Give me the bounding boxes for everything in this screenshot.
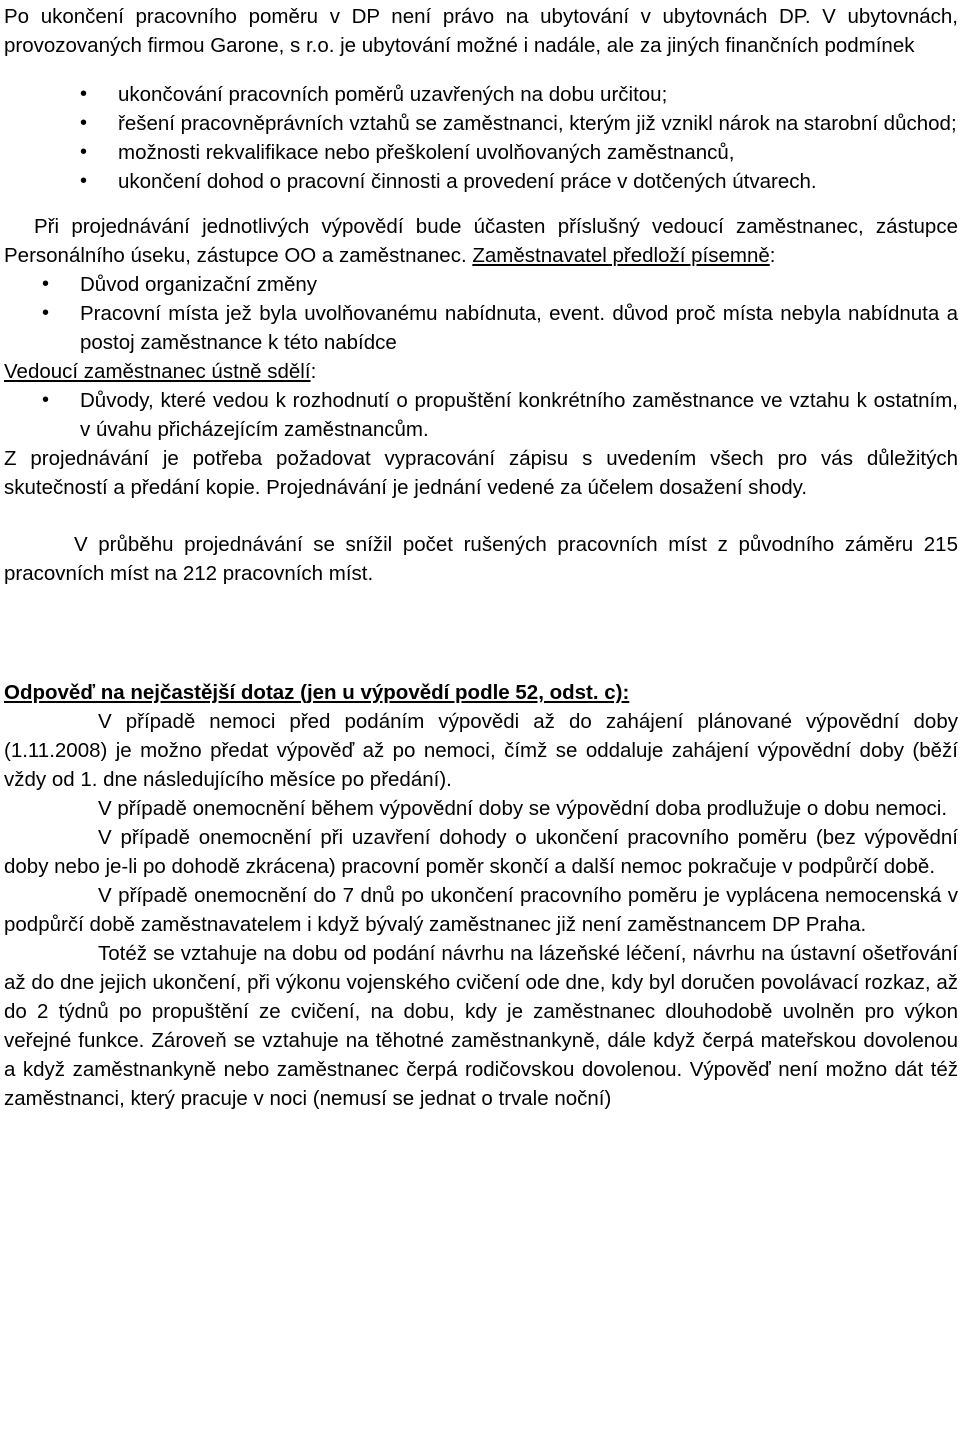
bullet-icon: • [42, 302, 50, 324]
faq-paragraph: V případě onemocnění při uzavření dohody o ukončení pracovního poměru (bez výpovědní doby nebo je-li po dohodě zkrácena) pracovní poměr skončí a další nemoc pokračuje v podpůrčí době. [4, 826, 958, 878]
bullet-icon: • [80, 83, 88, 105]
bullet-icon: • [42, 389, 50, 411]
list-item: • Důvody, které vedou k rozhodnutí o propuštění konkrétního zaměstnance ve vztahu k ostatním, v úvahu přicházejícím zaměstnancům. [4, 386, 958, 444]
faq-heading: Odpověď na nejčastější dotaz (jen u výpovědí podle 52, odst. c): [4, 681, 630, 704]
intro-paragraph: Po ukončení pracovního poměru v DP není právo na ubytování v ubytovnách DP. V ubytovnách, provozovaných firmou Garone, s r.o. je ubytování možné i nadále, ale za jiných finančních podmínek [4, 5, 958, 57]
record-paragraph: Z projednávání je potřeba požadovat vypracování zápisu s uvedením všech pro vás důležitých skutečností a předání kopie. Projednávání je jednání vedené za účelem dosažení shody. [4, 447, 958, 499]
faq-paragraph: V případě onemocnění během výpovědní doby se výpovědní doba prodlužuje o dobu nemoci. [98, 797, 948, 820]
faq-paragraph: V případě onemocnění do 7 dnů po ukončení pracovního poměru je vyplácena nemocenská v podpůrčí době zaměstnavatelem i když bývalý zaměstnanec již není zaměstnancem DP Praha. [4, 884, 958, 936]
measures-list [4, 80, 958, 196]
faq-paragraph: Totéž se vztahuje na dobu od podání návrhu na lázeňské léčení, návrhu na ústavní ošetřování až do dne jejich ukončení, při výkonu vojenského cvičení ode dne, kdy byl doručen povolávací rozkaz, až do 2 týdnů po propuštění ze cvičení, na dobu, kdy je zaměstnanec dlouhodobě uvolněn pro výkon veřejné funkce. Zároveň se vztahuje na těhotné zaměstnankyně, dále když čerpá mateřskou dovolenou a když zaměstnankyně nebo zaměstnanec čerpá rodičovskou dovolenou. Výpověď není možno dát též zaměstnanci, který pracuje v noci (nemusí se jednat o trvale noční) [4, 942, 958, 1110]
list-item: • Důvod organizační změny [4, 270, 958, 299]
bullet-icon: • [42, 273, 50, 295]
employer-list [4, 270, 958, 357]
bullet-icon: • [80, 112, 88, 134]
bullet-icon: • [80, 141, 88, 163]
manager-label: Vedoucí zaměstnanec ústně sdělí [4, 360, 311, 383]
manager-label-line: Vedoucí zaměstnanec ústně sdělí: [4, 360, 317, 383]
list-item: • ukončování pracovních poměrů uzavřených na dobu určitou; [4, 80, 958, 109]
reduction-paragraph: V průběhu projednávání se snížil počet rušených pracovních míst z původního záměru 215 pracovních míst na 212 pracovních míst. [4, 533, 958, 585]
employer-label: Zaměstnavatel předloží písemně [472, 244, 770, 267]
list-item: • ukončení dohod o pracovní činnosti a provedení práce v dotčených útvarech. [4, 167, 958, 196]
faq-paragraph: V případě nemoci před podáním výpovědi až do zahájení plánované výpovědní doby (1.11.2008) je možno předat výpověď až po nemoci, čímž se oddaluje zahájení výpovědní doby (běží vždy od 1. dne následujícího měsíce po předání). [4, 710, 958, 791]
list-item: • možnosti rekvalifikace nebo přeškolení uvolňovaných zaměstnanců, [4, 138, 958, 167]
list-item: • Pracovní místa jež byla uvolňovanému nabídnuta, event. důvod proč místa nebyla nabídnuta a postoj zaměstnance k této nabídce [4, 299, 958, 357]
bullet-icon: • [80, 170, 88, 192]
negotiation-paragraph: Při projednávání jednotlivých výpovědí bude účasten příslušný vedoucí zaměstnanec, zástupce Personálního úseku, zástupce OO a zaměstnanec. Zaměstnavatel předloží písemně: [4, 215, 958, 267]
list-item: • řešení pracovněprávních vztahů se zaměstnanci, kterým již vznikl nárok na starobní důchod; [4, 109, 958, 138]
document-page [4, 0, 958, 1113]
manager-list [4, 386, 958, 444]
